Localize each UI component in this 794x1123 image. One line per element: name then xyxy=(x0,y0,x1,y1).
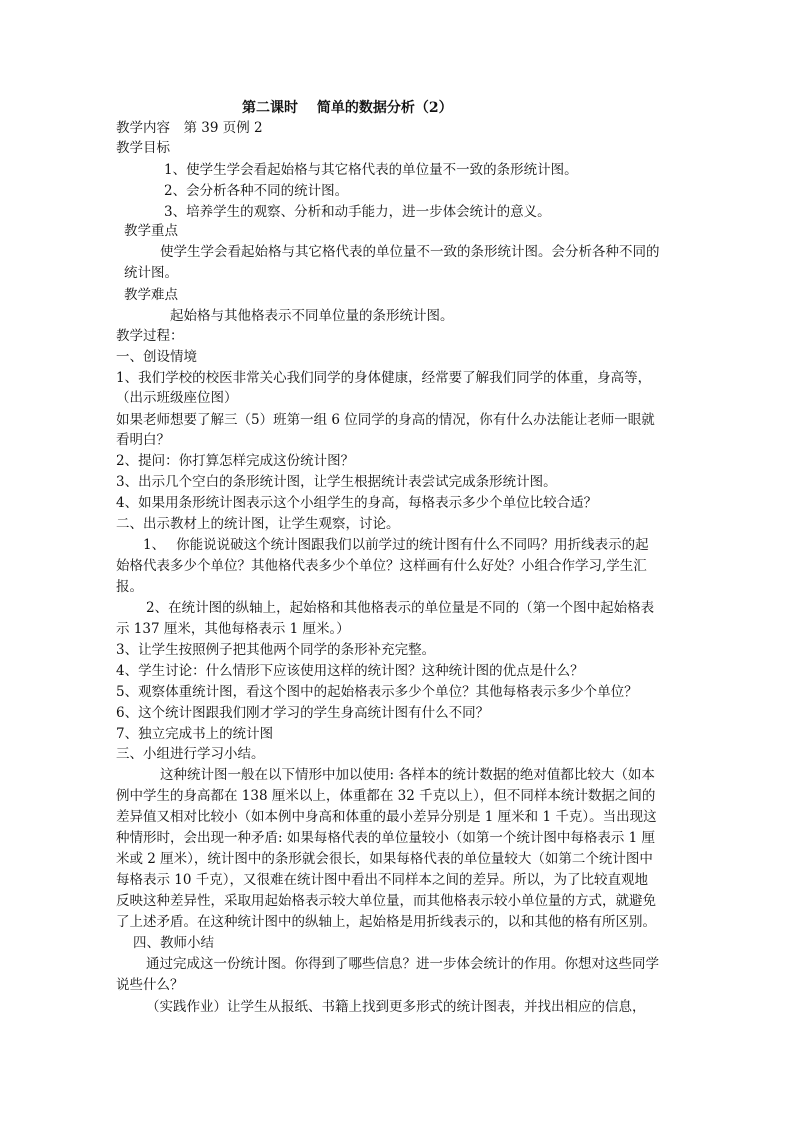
difficulty-line: 起始格与其他格表示不同单位量的条形统计图。 xyxy=(170,308,454,324)
section-line: 种情形时，会出现一种矛盾: 如果每格代表的单位量较小（如第一个统计图中每格表示 1 厘 xyxy=(116,830,656,846)
section-heading: 三、小组进行学习小结。 xyxy=(116,746,265,762)
key-line: 使学生学会看起始格与其它格代表的单位量不一致的条形统计图。会分析各种不同的 xyxy=(160,244,660,260)
section-line: 差异值又相对比较小（如本例中身高和体重的最小差异分别是 1 厘米和 1 千克）。当出现这 xyxy=(116,809,657,825)
objective-item: 2、会分析各种不同的统计图。 xyxy=(164,183,349,199)
difficulty-heading: 教学难点 xyxy=(124,287,178,303)
key-line: 统计图。 xyxy=(124,265,178,281)
section-line: 2、在统计图的纵轴上，起始格和其他格表示的单位量是不同的（第一个图中起始格表 xyxy=(146,600,655,616)
process-heading: 教学过程： xyxy=(116,328,184,344)
section-line: 报。 xyxy=(116,579,143,595)
section-line: 3、让学生按照例子把其他两个同学的条形补充完整。 xyxy=(116,642,436,658)
section-line: 1、 你能说说破这个统计图跟我们以前学过的统计图有什么不同吗？用折线表示的起 xyxy=(143,537,649,553)
section-heading: 一、创设情境 xyxy=(116,349,197,365)
section-line: 通过完成这一份统计图。你得到了哪些信息？进一步体会统计的作用。你想对这些同学 xyxy=(146,956,659,972)
lesson-title: 第二课时 简单的数据分析（2） xyxy=(242,100,453,116)
section-line: 4、如果用条形统计图表示这个小组学生的身高，每格表示多少个单位比较合适？ xyxy=(116,495,598,511)
section-line: 米或 2 厘米），统计图中的条形就会很长，如果每格代表的单位量较大（如第二个统计图中 xyxy=(116,851,653,867)
section-line: 每格表示 10 千克），又很难在统计图中看出不同样本之间的差异。所以，为了比较直观地 xyxy=(116,872,649,888)
section-heading: 二、出示教材上的统计图，让学生观察，讨论。 xyxy=(116,516,400,532)
practice-line: （实践作业）让学生从报纸、书籍上找到更多形式的统计图表，并找出相应的信息， xyxy=(146,999,646,1015)
section-line: 5、观察体重统计图，看这个图中的起始格表示多少个单位？其他每格表示多少个单位？ xyxy=(116,684,638,700)
content-line: 教学内容 第 39 页例 2 xyxy=(116,120,263,136)
section-line: 7、独立完成书上的统计图 xyxy=(116,726,274,742)
section-line: 了上述矛盾。在这种统计图中的纵轴上，起始格是用折线表示的，以和其他的格有所区别。 xyxy=(116,914,656,930)
section-line: 始格代表多少个单位？其他格代表多少个单位？这样画有什么好处？小组合作学习,学生汇 xyxy=(116,558,647,574)
section-line: 6、这个统计图跟我们刚才学习的学生身高统计图有什么不同？ xyxy=(116,705,490,721)
section-line: （出示班级座位图） xyxy=(116,390,238,406)
section-line: 2、提问：你打算怎样完成这份统计图？ xyxy=(116,453,355,469)
objective-item: 1、使学生学会看起始格与其它格代表的单位量不一致的条形统计图。 xyxy=(164,162,578,178)
section-line: 反映这种差异性，采取用起始格表示较大单位量，而其他格表示较小单位量的方式，就避免 xyxy=(116,893,656,909)
objectives-heading: 教学目标 xyxy=(116,140,170,156)
objective-item: 3、培养学生的观察、分析和动手能力，进一步体会统计的意义。 xyxy=(164,204,551,220)
section-line: 例中学生的身高都在 138 厘米以上，体重都在 32 千克以上），但不同样本统计数据之间的 xyxy=(116,788,656,804)
section-line: 示 137 厘米，其他每格表示 1 厘米。） xyxy=(116,621,350,637)
section-line: 1、我们学校的校医非常关心我们同学的身体健康，经常要了解我们同学的体重，身高等， xyxy=(116,370,652,386)
section-line: 4、学生讨论：什么情形下应该使用这样的统计图？这种统计图的优点是什么？ xyxy=(116,663,584,679)
section-line: 说些什么？ xyxy=(116,977,184,993)
section-heading: 四、教师小结 xyxy=(133,935,214,951)
section-line: 3、出示几个空白的条形统计图，让学生根据统计表尝试完成条形统计图。 xyxy=(116,474,557,490)
section-line: 如果老师想要了解三（5）班第一组 6 位同学的身高的情况，你有什么办法能让老师一眼就 xyxy=(116,412,655,428)
section-line: 看明白？ xyxy=(116,432,170,448)
section-line: 这种统计图一般在以下情形中加以使用: 各样本的统计数据的绝对值都比较大（如本 xyxy=(160,767,655,783)
key-heading: 教学重点 xyxy=(124,223,178,239)
